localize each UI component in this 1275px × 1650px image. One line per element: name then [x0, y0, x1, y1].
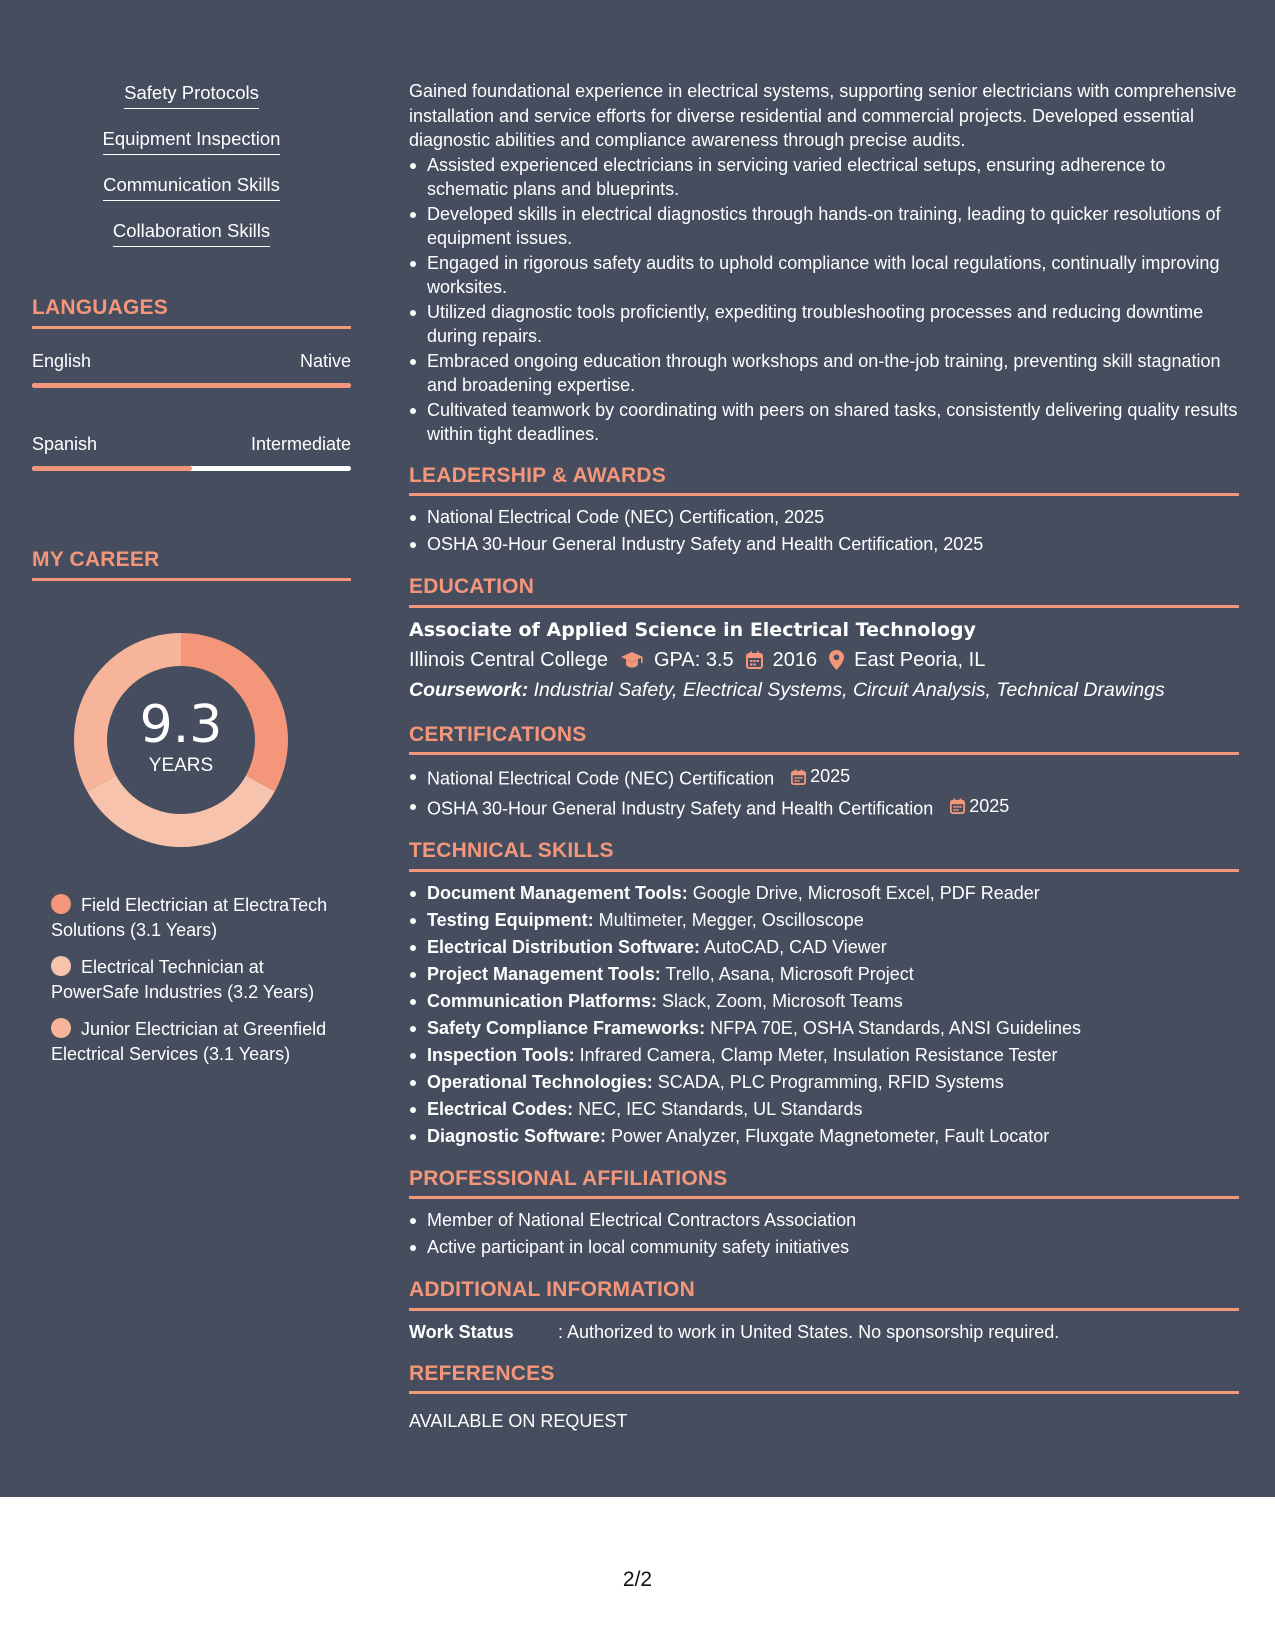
career-total-unit: YEARS: [148, 755, 214, 776]
technical-skill-value: Multimeter, Megger, Oscilloscope: [593, 909, 864, 930]
career-label: Field Electrician at ElectraTech Solutions (3.1 Years): [51, 895, 328, 940]
education-school: Illinois Central College: [409, 648, 608, 671]
career-item: [51, 893, 331, 943]
experience-bullet: Engaged in rigorous safety audits to uphold compliance with local regulations, continually improving worksites.: [409, 251, 1239, 300]
additional-info-heading: ADDITIONAL INFORMATION: [409, 1278, 1239, 1311]
experience-bullets: [409, 153, 1239, 447]
map-pin-icon: [829, 650, 844, 670]
technical-skills-heading: TECHNICAL SKILLS: [409, 839, 1239, 872]
technical-skill-label: Electrical Distribution Software:: [427, 936, 701, 957]
leadership-heading: LEADERSHIP & AWARDS: [409, 464, 1239, 497]
technical-skill-item: [409, 1015, 1239, 1042]
education-details: [409, 645, 1239, 675]
skills-list: [32, 80, 351, 264]
calendar-icon: [746, 651, 763, 669]
affiliations-list: [409, 1207, 1239, 1261]
career-dot-icon: [51, 956, 71, 976]
work-status-value: : Authorized to work in United States. No sponsorship required.: [558, 1321, 1060, 1342]
education-degree: Associate of Applied Science in Electrical Technology: [409, 618, 976, 641]
career-label: Electrical Technician at PowerSafe Industries (3.2 Years): [51, 957, 315, 1002]
technical-skill-value: AutoCAD, CAD Viewer: [700, 936, 887, 957]
experience-bullet: Utilized diagnostic tools proficiently, expediting troubleshooting processes and reducing downtime during repairs.: [409, 300, 1239, 349]
career-legend: [51, 893, 331, 1067]
language-bar: [32, 466, 351, 471]
technical-skill-value: SCADA, PLC Programming, RFID Systems: [652, 1071, 1004, 1092]
work-status-label: Work Status: [409, 1321, 514, 1342]
skill-item: Collaboration Skills: [113, 218, 270, 247]
certifications-heading: CERTIFICATIONS: [409, 723, 1239, 756]
career-item: [51, 955, 331, 1005]
certification-item: [409, 763, 1239, 793]
career-dot-icon: [51, 1018, 71, 1038]
references-heading: REFERENCES: [409, 1362, 1239, 1395]
education-coursework: [409, 675, 1239, 706]
career-total-years: 9.3: [139, 695, 223, 755]
education-heading: EDUCATION: [409, 575, 1239, 608]
language-bar: [32, 383, 351, 388]
technical-skill-item: [409, 1096, 1239, 1123]
language-bar-fill: [32, 383, 351, 388]
language-name: English: [32, 351, 92, 371]
language-level: Native: [299, 351, 351, 371]
main-column: [409, 79, 1239, 1434]
technical-skill-value: Google Drive, Microsoft Excel, PDF Reader: [687, 882, 1040, 903]
work-status-row: [409, 1319, 1239, 1345]
technical-skill-value: Trello, Asana, Microsoft Project: [660, 963, 914, 984]
skill-item: Safety Protocols: [124, 80, 259, 109]
language-level: Intermediate: [250, 434, 351, 454]
education-location: East Peoria, IL: [854, 648, 986, 671]
page-number: 2/2: [622, 1568, 653, 1591]
skill-item: Equipment Inspection: [103, 126, 281, 155]
technical-skill-value: Slack, Zoom, Microsoft Teams: [657, 990, 903, 1011]
leadership-list: [409, 504, 1239, 558]
references-text: AVAILABLE ON REQUEST: [409, 1411, 628, 1431]
career-dot-icon: [51, 894, 71, 914]
technical-skill-label: Diagnostic Software:: [427, 1125, 607, 1146]
technical-skill-item: [409, 1069, 1239, 1096]
language-name: Spanish: [32, 434, 98, 454]
technical-skill-item: [409, 880, 1239, 907]
sidebar: [32, 80, 351, 1079]
education-year: 2016: [772, 648, 818, 671]
technical-skill-label: Electrical Codes:: [427, 1098, 574, 1119]
technical-skill-value: NEC, IEC Standards, UL Standards: [573, 1098, 863, 1119]
language-english: [32, 351, 351, 388]
education-entry: [409, 616, 1239, 706]
certification-year: 2025: [810, 766, 851, 786]
graduation-cap-icon: [620, 651, 644, 669]
affiliation-item: Member of National Electrical Contractors Association: [409, 1207, 1239, 1234]
languages-heading: LANGUAGES: [32, 296, 351, 329]
career-label: Junior Electrician at Greenfield Electrical Services (3.1 Years): [51, 1019, 327, 1064]
calendar-icon: [791, 769, 806, 785]
certification-name: OSHA 30-Hour General Industry Safety and Health Certification: [427, 798, 934, 818]
career-donut-chart: [66, 625, 296, 855]
coursework-label: Coursework:: [409, 678, 529, 701]
experience-bullet: Embraced ongoing education through workshops and on-the-job training, preventing skill stagnation and broadening expertise.: [409, 349, 1239, 398]
certifications-list: [409, 763, 1239, 822]
skill-item: Communication Skills: [103, 172, 280, 201]
career-heading: MY CAREER: [32, 548, 351, 581]
experience-summary: Gained foundational experience in electrical systems, supporting senior electricians with comprehensive installation and service efforts for diverse residential and commercial projects. Developed essential diagnostic abilities and compliance awareness through precise audits.: [409, 81, 1237, 150]
technical-skill-label: Inspection Tools:: [427, 1044, 575, 1065]
technical-skill-value: NFPA 70E, OSHA Standards, ANSI Guidelines: [705, 1017, 1081, 1038]
technical-skill-item: [409, 1123, 1239, 1150]
technical-skill-value: Power Analyzer, Fluxgate Magnetometer, Fault Locator: [606, 1125, 1050, 1146]
language-bar-fill: [32, 466, 192, 471]
technical-skill-label: Operational Technologies:: [427, 1071, 653, 1092]
affiliation-item: Active participant in local community safety initiatives: [409, 1234, 1239, 1261]
certification-year: 2025: [969, 795, 1010, 816]
leadership-item: OSHA 30-Hour General Industry Safety and Health Certification, 2025: [409, 531, 1239, 558]
technical-skill-label: Testing Equipment:: [427, 909, 594, 930]
career-item: [51, 1017, 331, 1067]
technical-skills-list: [409, 880, 1239, 1150]
technical-skill-label: Document Management Tools:: [427, 882, 688, 903]
technical-skill-item: [409, 907, 1239, 934]
technical-skill-value: Infrared Camera, Clamp Meter, Insulation Resistance Tester: [574, 1044, 1058, 1065]
technical-skill-label: Communication Platforms:: [427, 990, 658, 1011]
education-gpa: GPA: 3.5: [653, 648, 734, 671]
technical-skill-item: [409, 961, 1239, 988]
experience-bullet: Assisted experienced electricians in servicing varied electrical setups, ensuring adherence to schematic plans and blueprints.: [409, 153, 1239, 202]
technical-skill-label: Safety Compliance Frameworks:: [427, 1017, 706, 1038]
coursework-value: Industrial Safety, Electrical Systems, Circuit Analysis, Technical Drawings: [533, 678, 1165, 701]
technical-skill-label: Project Management Tools:: [427, 963, 661, 984]
affiliations-heading: PROFESSIONAL AFFILIATIONS: [409, 1167, 1239, 1200]
certification-name: National Electrical Code (NEC) Certification: [427, 768, 775, 789]
leadership-item: National Electrical Code (NEC) Certification, 2025: [409, 504, 1239, 531]
experience-bullet: Developed skills in electrical diagnostics through hands-on training, leading to quicker resolutions of equipment issues.: [409, 202, 1239, 251]
calendar-icon: [950, 798, 965, 814]
technical-skill-item: [409, 988, 1239, 1015]
experience-bullet: Cultivated teamwork by coordinating with peers on shared tasks, consistently delivering quality results within tight deadlines.: [409, 398, 1239, 447]
technical-skill-item: [409, 1042, 1239, 1069]
language-spanish: [32, 434, 351, 471]
technical-skill-item: [409, 934, 1239, 961]
certification-item: [409, 793, 1239, 823]
